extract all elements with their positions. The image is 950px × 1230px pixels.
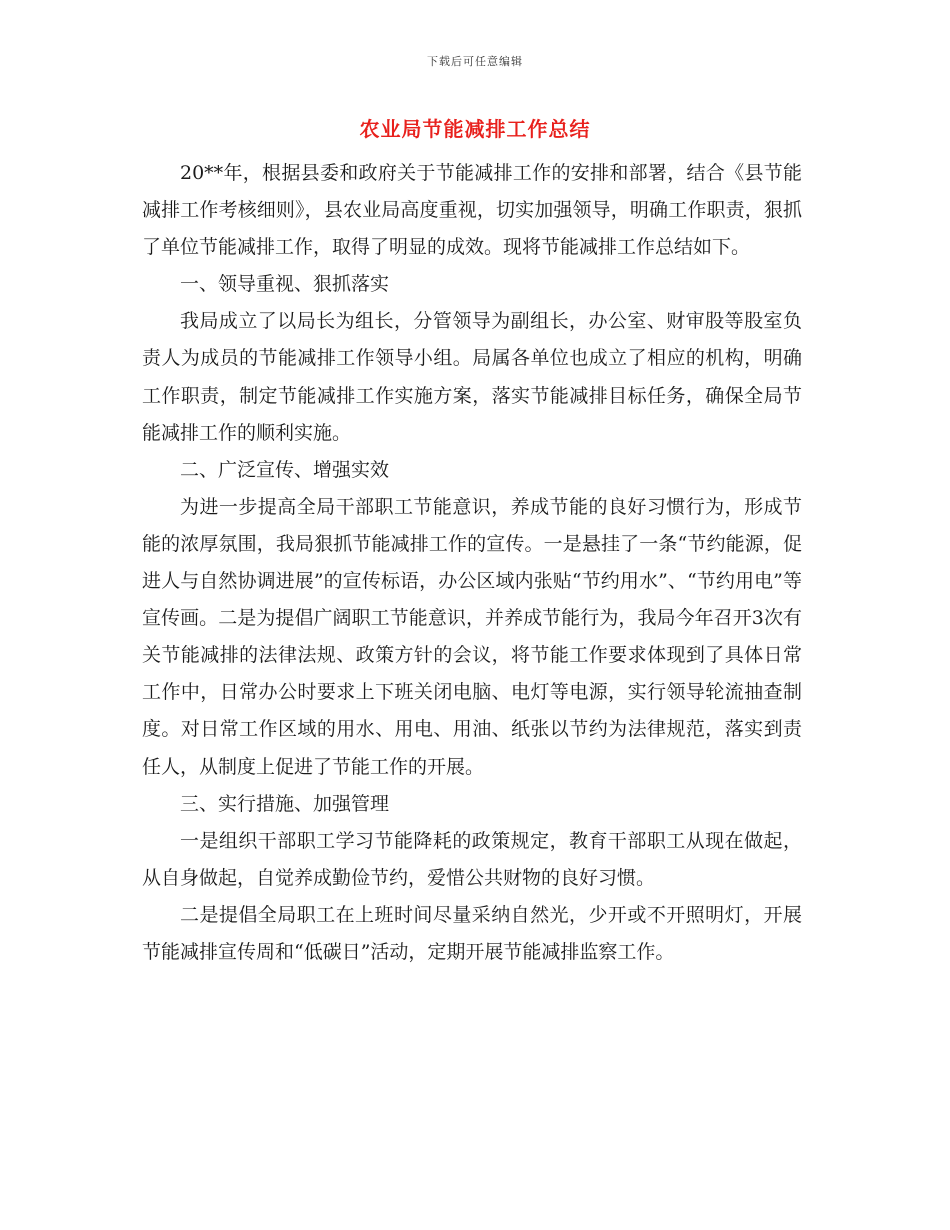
header-note: 下载后可任意编辑 bbox=[427, 55, 523, 68]
section-3-paragraph-2: 二是提倡全局职工在上班时间尽量采纳自然光，少开或不开照明灯，开展节能减排宣传周和“低碳日”活动，定期开展节能减排监察工作。 bbox=[142, 903, 802, 963]
section-1-paragraph: 我局成立了以局长为组长，分管领导为副组长，办公室、财审股等股室负责人为成员的节能减排工作领导小组。局属各单位也成立了相应的机构，明确工作职责，制定节能减排工作实施方案，落实节能减排目标任务，确保全局节能减排工作的顺利实施。 bbox=[142, 310, 802, 444]
section-heading-1: 一、领导重视、狠抓落实 bbox=[180, 273, 390, 296]
document-title: 农业局节能减排工作总结 bbox=[359, 117, 591, 141]
intro-paragraph: 20**年，根据县委和政府关于节能减排工作的安排和部署，结合《县节能减排工作考核细则》，县农业局高度重视，切实加强领导，明确工作职责，狠抓了单位节能减排工作，取得了明显的成效。现将节能减排工作总结如下。 bbox=[142, 162, 802, 259]
section-heading-2: 二、广泛宣传、增强实效 bbox=[180, 458, 390, 481]
document-body bbox=[142, 155, 802, 971]
section-heading-3: 三、实行措施、加强管理 bbox=[180, 792, 390, 815]
section-2-paragraph: 为进一步提高全局干部职工节能意识，养成节能的良好习惯行为，形成节能的浓厚氛围，我局狠抓节能减排工作的宣传。一是悬挂了一条“节约能源，促进人与自然协调进展”的宣传标语，办公区域内张贴“节约用水”、“节约用电”等宣传画。二是为提倡广阔职工节能意识，并养成节能行为，我局今年召开3次有关节能减排的法律法规、政策方针的会议，将节能工作要求体现到了具体日常工作中，日常办公时要求上下班关闭电脑、电灯等电源，实行领导轮流抽查制度。对日常工作区域的用水、用电、用油、纸张以节约为法律规范，落实到责任人，从制度上促进了节能工作的开展。 bbox=[142, 495, 802, 778]
section-3-paragraph-1: 一是组织干部职工学习节能降耗的政策规定，教育干部职工从现在做起，从自身做起，自觉养成勤俭节约，爱惜公共财物的良好习惯。 bbox=[142, 829, 802, 889]
